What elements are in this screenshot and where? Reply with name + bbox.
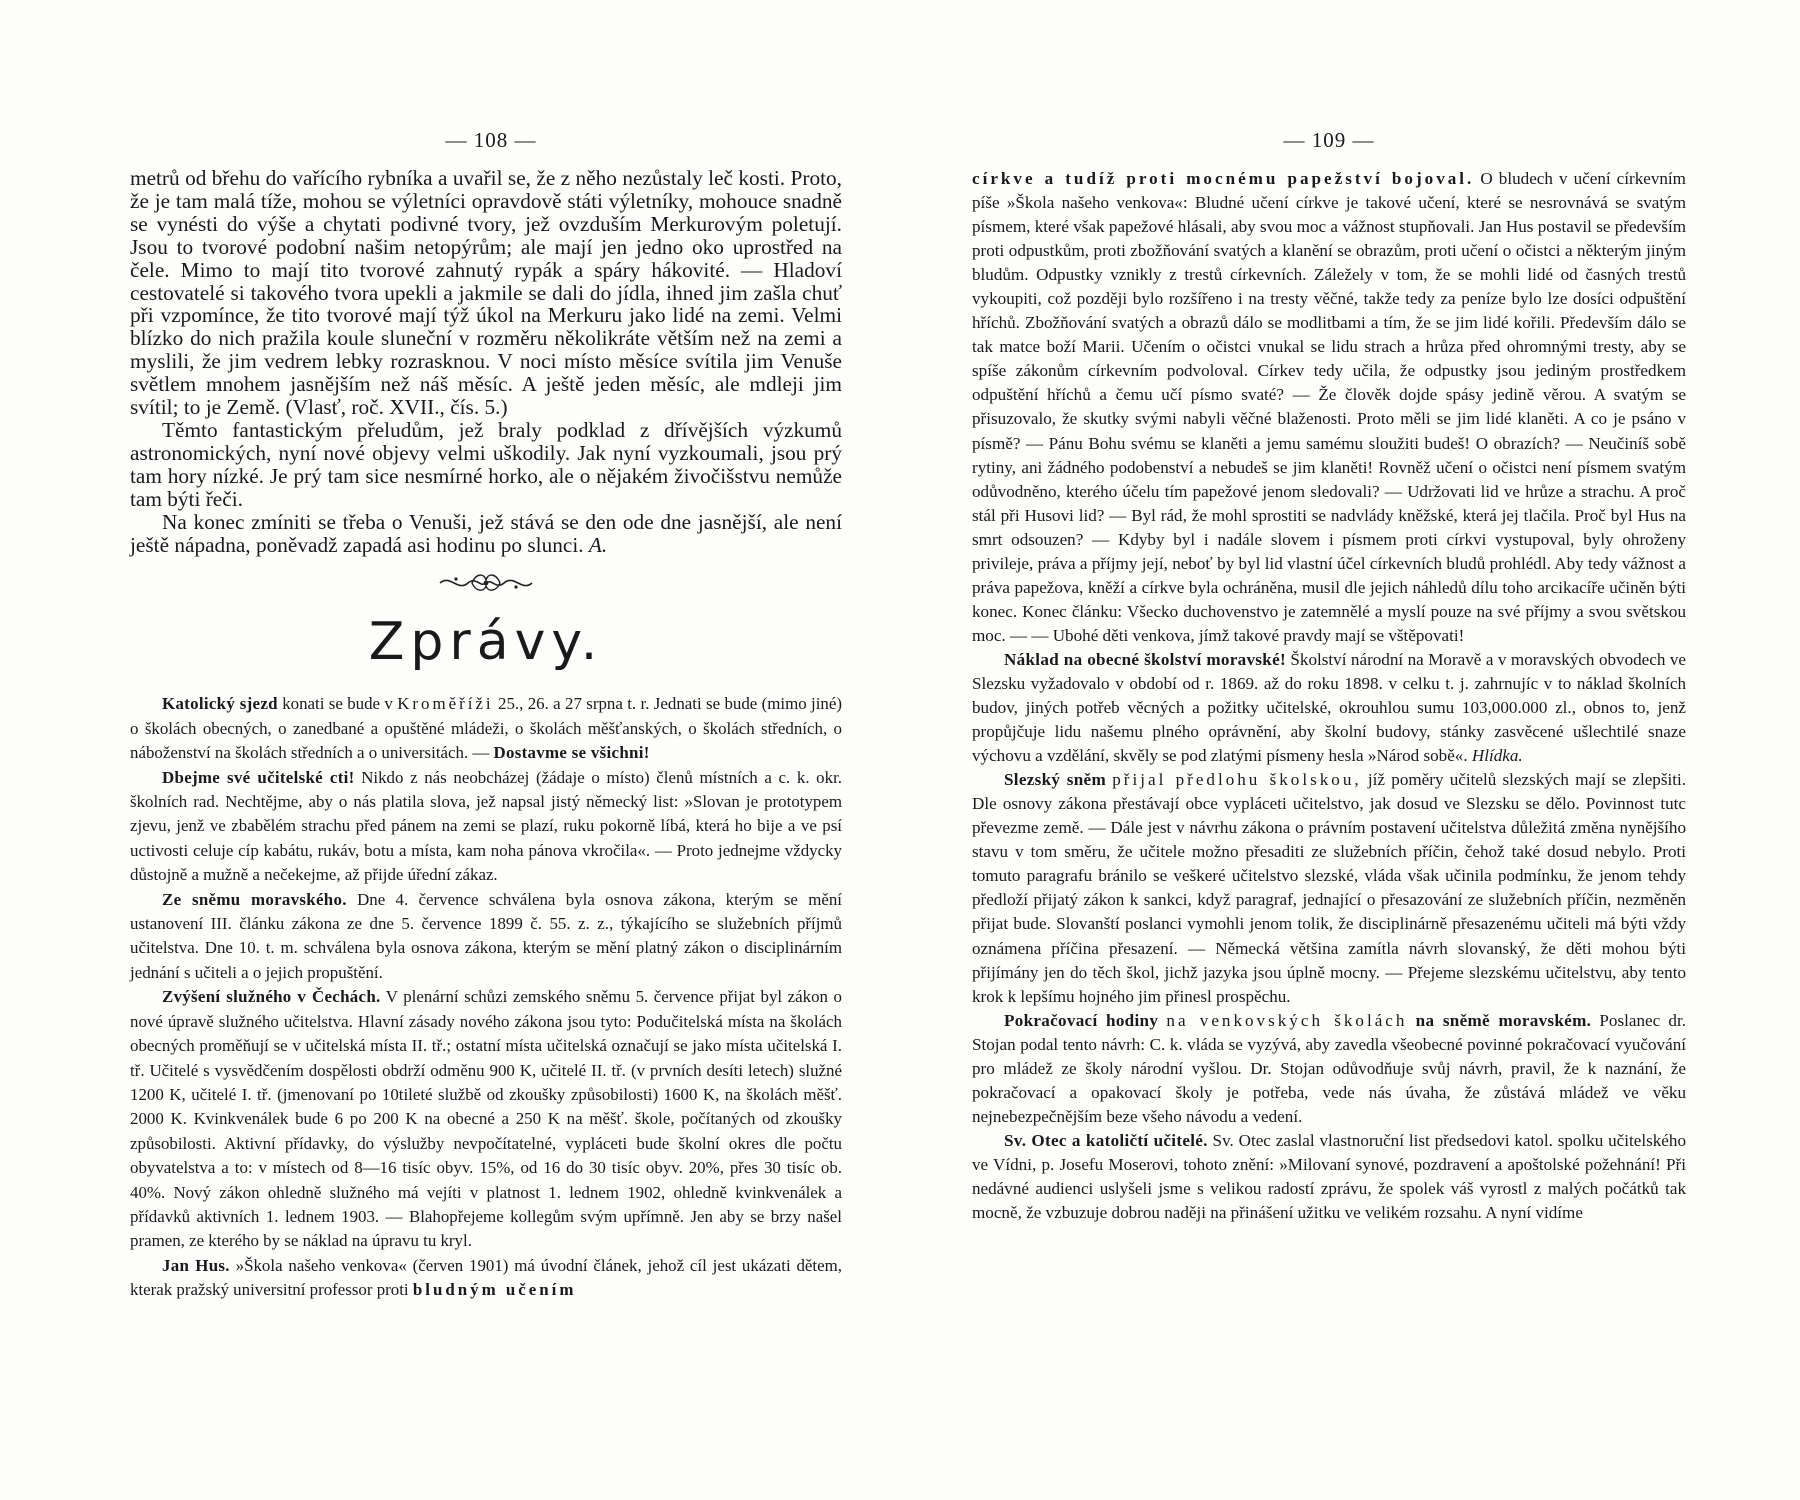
news-heading: Pokračovací hodiny — [1004, 1010, 1159, 1030]
news-item: Pokračovací hodiny na venkovských školách na sněmě moravském. Poslanec dr. Stojan podal tento návrh: C. k. vláda se vyzývá, aby zavedla všeobecné povinné pokračovací vyučování pro mládež ze školy národní vyšlou. Dr. Stojan odůvodňuje svůj návrh, pravil, že k naznání, že pokračovací a opakovací školy je potřeba, vede nás úvaha, že zůstává mládež ve věku nejnebezpečnějším beze všeho návodu a vedení. — [972, 1010, 1686, 1126]
floral-ornament-icon — [130, 570, 842, 596]
news-heading: Náklad na obecné školství moravské! — [1004, 649, 1286, 669]
news-item: Zvýšení služného v Čechách. V plenární schůzi zemského sněmu 5. července přijat byl zákon o nové úpravě služného učitelstva. Hlavní zásady nového zákona jsou tyto: Podučitelská místa na školách obecných proměňují se v učitelská místa II. tř.; ostatní místa učitelská označují se jako místa učitelská I. tř. Učitelé s vysvědčením dospělosti obdrží odměnu 900 K, učitelé II. tř. (v prvních desíti letech) služné 1200 K, učitelé I. tř. (jmenovaní po 10tileté službě od zkoušky způsobilosti) 1600 K, na školách měšť. 2000 K. Kvinkvenálek bude 6 po 200 K na obecné a 250 K na měšť. škole, počítaných od zkoušky způsobilosti. Aktivní přídavky, do výslužby nevpočítatelné, vypláceti bude školní okres dle počtu obyvatelstva a to: v místech od 8—16 tisíc obyv. 15%, od 16 do 30 tisíc obyv. 20%, přes 30 tisíc ob. 40%. Nový zákon ohledně služného má vejíti v platnost 1. lednem 1902, ohledně kvinkvenálek a přídavků aktivních 1. lednem 1903. — Blahopřejeme kollegům svým upřímně. Jen aby se brzy našel pramen, ze kterého by se náklad na úpravu tu kryl. — [130, 987, 842, 1251]
source-citation: Hlídka. — [1471, 746, 1523, 766]
left-page — [130, 128, 842, 1303]
news-column-left — [130, 692, 842, 1302]
page-number-right: — 109 — — [1283, 128, 1375, 152]
news-heading: Zvýšení služného v Čechách. — [162, 987, 381, 1007]
section-title: Zprávy. — [368, 612, 604, 673]
page-number-left: — 108 — — [445, 128, 537, 152]
news-heading: Slezský sněm — [1004, 770, 1106, 790]
news-heading: Ze sněmu moravského. — [162, 889, 347, 909]
news-column-right — [972, 167, 1686, 1225]
article-paragraph: metrů od břehu do vařícího rybníka a uvařil se, že z něho nezůstaly leč kosti. Proto, že je tam malá tíže, mohou se výletníci opravdově státi výletníky, mohouce snadně se vynésti do výše a chytati podivné tvory, jež ovzduším Merkurovým poletují. Jsou to tvorové podobní našim netopýrům; ale mají jen jedno oko uprostřed na čele. Mimo to mají tito tvorové zahnutý rypák a spáry hákovité. — Hladoví cestovatelé si takového tvora upekli a jakmile se dali do jídla, ihned jim zašla chuť při vzpomínce, že tito tvorové mají týž úkol na Merkuru jako lidé na zemi. Velmi blízko do nich pražila koule sluneční v rozměru několikráte větším než na zemi a myslili, že jim vedrem lebky rozrasknou. V noci místo měsíce svítila jim Venuše světlem mnohem jasnějším než náš měsíc. A ještě jeden měsíc, ale mdleji jim svítil; to je Země. (Vlasť, roč. XVII., čís. 5.) — [130, 166, 842, 420]
article-paragraph: Na konec zmíniti se třeba o Venuši, jež stává se den ode dne jasnější, ale není ještě nápadna, poněvadž zapadá asi hodinu po slunci. A. — [130, 509, 842, 557]
news-heading: Sv. Otec a katoličtí učitelé. — [1004, 1130, 1208, 1150]
news-item: Sv. Otec a katoličtí učitelé. Sv. Otec zaslal vlastnoruční list předsedovi katol. spolku učitelského ve Vídni, p. Josefu Moserovi, tohoto znění: »Milovaní synové, pozdravení a apoštolské požehnání! Při nedávné audienci uslyšeli jsme s velikou radostí zprávu, že spolek váš vyrostl z malých počátků tak mocně, že vzbuzuje dobrou naději na přinášení užitku ve velikém rozsahu. A nyní vidíme — [972, 1130, 1686, 1223]
news-item: církve a tudíž proti mocnému papežství bojoval. O bludech v učení církevním píše »Škola našeho venkova«: Bludné učení církve je takové učení, které se nesrovnává se svatým písmem, které však papežové hlásali, aby svou moc a vážnost stupňovali. Jan Hus postavil se především proti odpustkům, proti zbožňování svatých a klanění se obrazům, proti učení o očistci a některým jiným bludům. Odpustky vznikly z trestů církevních. Záležely v tom, že se mohli lidé od časných trestů vykoupiti, což později bylo rozšířeno i na tresty věčné, takže tedy za peníze bylo lze dosíci odpuštění hříchů. Zbožňování svatých a obrazů dálo se modlitbami a tím, že se jim lidé kořili. Především dálo se tak matce boží Marii. Učením o očistci vnukal se lidu strach a hrůza před ohromnými tresty, aby se spíše zákonům církevním podvoloval. Církev tedy učila, že odpustky jsou jediným prostředkem odpuštění hříchů a čemu učí písmo svaté? — Že člověk dojde spásy jedině věrou. A svatým se přisuzovalo, že skutky svými nabyli věčné blaženosti. Proto měli se jim lidé klaněti. A co je psáno v písmě? — Pánu Bohu svému se klaněti a jemu samému sloužiti budeš! O obrazích? — Neučiníš sobě rytiny, ani žádného podobenství a nebudeš se jim klaněti! Rovněž učení o očistci není písmem svatým odůvodněno, kterého účelu tím papežové jenom sledovali? — Udržovati lid ve hrůze a strachu. A proč stál při Husovi lid? — Byl rád, že mohl sprostiti se nadvlády kněžské, která jej tlačila. Proč byl Hus na smrt odsouzen? — Kdyby byl i nadále slovem i písmem proti církvi vystupoval, byly ohroženy privileje, práva a příjmy její, neboť by byl lid vlastní účel církevních bludů prohlédl. Aby tedy vážnost a práva papežova, kněží a církve byla ochráněna, musil dle jejich náhledů dílu toho arcikacíře učiněn býti konec. Konec článku: Všecko duchovenstvo je zatemnělé a myslí pouze na své příjmy a svou světskou moc. — — Ubohé děti venkova, jímž takové pravdy mají se vštěpovati! — [972, 169, 1686, 645]
article-paragraph: Těmto fantastickým přeludům, jež braly podklad z dřívějších výzkumů astronomických, nyní nové objevy velmi uškodily. Jak nyní vyzkoumali, jsou prý tam hory nízké. Je prý tam sice nesmírné horko, ale o nějakém živočišstvu nemůže tam býti řeči. — [130, 417, 842, 511]
news-item: Náklad na obecné školství moravské! Školství národní na Moravě a v moravských obvodech ve Slezsku vyžadovalo v období od r. 1869. až do roku 1898. v celku t. j. zahrnujíc v to náklad školních budov, jiných potřeb věcných a požitky učitelské, okrouhlou sumu 103,000.000 zl., obnos to, jenž propůjčuje lidu našemu plného oprávnění, aby školní budovy, stánky zasvěcené ušlechtilé snaze výchovu a vzdělání, skvěly se pod zlatými písmeny hesla »Národ sobě«. Hlídka. — [972, 649, 1686, 766]
news-heading: Jan Hus. — [162, 1255, 230, 1275]
news-item: Jan Hus. »Škola našeho venkova« (červen 1901) má úvodní článek, jehož cíl jest ukázati dětem, kterak pražský universitní professor proti bludným učením — [130, 1255, 842, 1300]
news-heading: Katolický sjezd — [162, 694, 278, 714]
news-item: Dbejme své učitelské cti! Nikdo z nás neobcházej (žádaje o místo) členů místních a c. k. okr. školních rad. Nechtějme, aby o nás platila slova, jež napsal jistý německý list: »Slovan je prototypem zjevu, jenž ve zbabělém strachu před pánem na zemi se plazí, ruku pokorně líbá, která ho bije a ve psí uctivosti celuje cíp kabátu, rukáv, botu a místa, kam noha pánova vkročila«. — Proto jednejme vždycky důstojně a mužně a nečekejme, až přijde úřední zákaz. — [130, 767, 842, 885]
news-item: Katolický sjezd konati se bude v Kroměříži 25., 26. a 27 srpna t. r. Jednati se bude (mimo jiné) o školách obecných, o zanedbané a opuštěné mládeži, o školách měšťanských, o školách středních, o náboženství na školách středních a o universitách. — Dostavme se všichni! — [130, 694, 842, 763]
news-item: Ze sněmu moravského. Dne 4. července schválena byla osnova zákona, kterým se mění ustanovení III. článku zákona ze dne 5. července 1899 č. 55. z. z., týkajícího se služebních příjmů učitelstva. Dne 10. t. m. schválena byla osnova zákona, kterým se mění platný zákon o disciplinárním jednání s učiteli a o jejich propuštění. — [130, 889, 842, 982]
news-heading: Dbejme své učitelské cti! — [162, 767, 355, 787]
news-item: Slezský sněm přijal předlohu školskou, jíž poměry učitelů slezských mají se zlepšiti. Dle osnovy zákona přestávají obce vypláceti učitelstvo, jak dosud ve Slezsku se dělo. Povinnost tutc převezme země. — Dále jest v návrhu zákona o právním postavení učitelstva důležitá změna nynějšího stavu v tom směru, že učitele možno přesaditi ze služebních příčin, čehož také dosud nebylo. Proti tomuto paragrafu bránilo se veškeré učitelstvo slezské, vláda však učinila podmínku, že jenom tehdy předloží přijatý zákon k sankci, když paragraf, jednající o přesazování ze služebních příčin, nezměněn přijat bude. Slovanští poslanci vymohli jenom tolik, že disciplinárně přesazenému učiteli má býti vždy oznámena příčina přesazení. — Německá většina zamítla návrh slovanský, že děti mohou býti přijímány jen do těch škol, jichž jazyka jsou úplně mocny. — Přejeme slezskému učitelstvu, aby tento krok k lepšímu hojného jim přinesl prospěchu. — [972, 770, 1687, 1006]
author-signature: A. — [588, 532, 608, 557]
right-page — [972, 128, 1686, 1225]
article-continuation — [130, 167, 842, 556]
